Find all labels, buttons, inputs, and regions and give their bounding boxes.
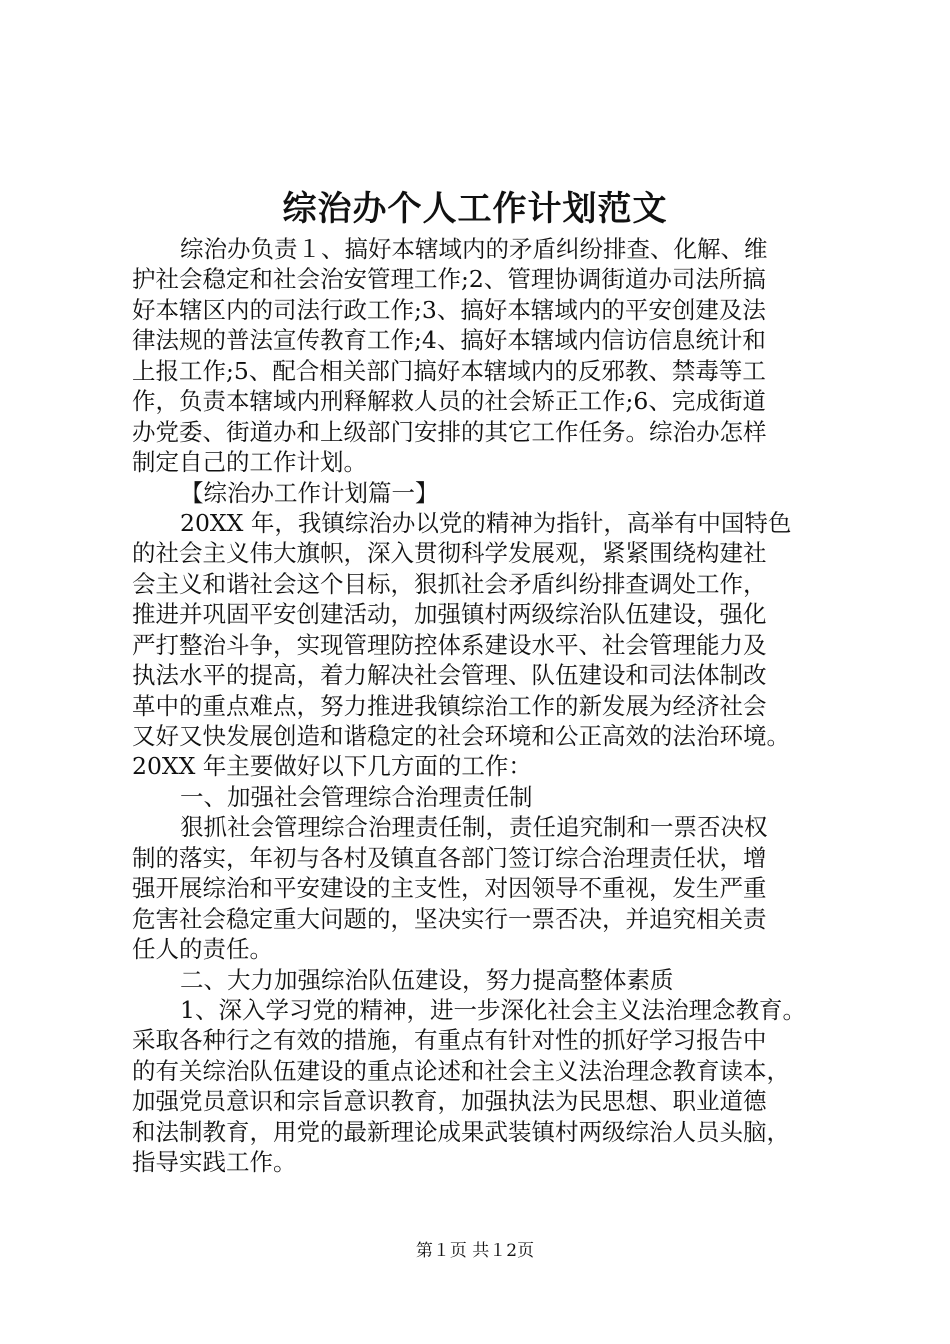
document-body — [132, 234, 832, 1178]
body-line: 二、大力加强综治队伍建设，努力提高整体素质 — [180, 965, 674, 994]
body-line: 采取各种行之有效的措施，有重点有针对性的抓好学习报告中 — [132, 1026, 767, 1055]
body-line: 又好又快发展创造和谐稳定的社会环境和公正高效的法治环境。 — [132, 722, 790, 750]
body-line: 严打整治斗争，实现管理防控体系建设水平、社会管理能力及 — [132, 630, 767, 659]
body-line: 一、加强社会管理综合治理责任制 — [180, 782, 533, 811]
body-line: 加强党员意识和宗旨意识教育，加强执法为民思想、职业道德 — [132, 1087, 767, 1116]
body-line: 制的落实，年初与各村及镇直各部门签订综合治理责任状，增 — [132, 843, 767, 872]
body-line: 护社会稳定和社会治安管理工作;2、管理协调街道办司法所搞 — [132, 265, 766, 294]
body-line: 危害社会稳定重大问题的，坚决实行一票否决，并追究相关责 — [132, 904, 767, 933]
body-line: 革中的重点难点，努力推进我镇综治工作的新发展为经济社会 — [132, 691, 767, 720]
document-title: 综治办个人工作计划范文 — [282, 189, 668, 229]
body-line: 办党委、街道办和上级部门安排的其它工作任务。综治办怎样 — [132, 417, 767, 446]
body-line: 和法制教育，用党的最新理论成果武装镇村两级综治人员头脑， — [132, 1117, 790, 1146]
body-line: 上报工作;5、配合相关部门搞好本辖域内的反邪教、禁毒等工 — [132, 356, 766, 385]
body-line: 任人的责任。 — [132, 935, 273, 964]
body-line: 的有关综治队伍建设的重点论述和社会主义法治理念教育读本， — [132, 1056, 790, 1085]
body-line: 20XX 年，我镇综治办以党的精神为指针，高举有中国特色 — [180, 508, 792, 537]
body-line: 律法规的普法宣传教育工作;4、搞好本辖域内信访信息统计和 — [132, 326, 766, 355]
body-line: 狠抓社会管理综合治理责任制，责任追究制和一票否决权 — [180, 813, 768, 842]
body-line: 1、深入学习党的精神，进一步深化社会主义法治理念教育。 — [180, 995, 806, 1024]
body-line: 好本辖区内的司法行政工作;3、搞好本辖域内的平安创建及法 — [132, 295, 766, 324]
body-line: 【综治办工作计划篇一】 — [180, 478, 439, 507]
body-line: 指导实践工作。 — [132, 1148, 297, 1177]
body-line: 会主义和谐社会这个目标，狠抓社会矛盾纠纷排查调处工作， — [132, 569, 767, 598]
body-line: 执法水平的提高，着力解决社会管理、队伍建设和司法体制改 — [132, 661, 767, 690]
page-footer: 第１页 共１2页 — [415, 1241, 535, 1261]
body-line: 作，负责本辖域内刑释解救人员的社会矫正工作;6、完成街道 — [132, 387, 766, 416]
body-line: 推进并巩固平安创建活动，加强镇村两级综治队伍建设，强化 — [132, 600, 767, 629]
body-line: 强开展综治和平安建设的主支性，对因领导不重视，发生严重 — [132, 874, 767, 903]
body-line: 20XX 年主要做好以下几方面的工作： — [132, 752, 532, 781]
body-line: 综治办负责１、搞好本辖域内的矛盾纠纷排查、化解、维 — [180, 235, 768, 263]
body-line: 制定自己的工作计划。 — [132, 448, 367, 477]
body-line: 的社会主义伟大旗帜，深入贯彻科学发展观，紧紧围绕构建社 — [132, 539, 767, 568]
